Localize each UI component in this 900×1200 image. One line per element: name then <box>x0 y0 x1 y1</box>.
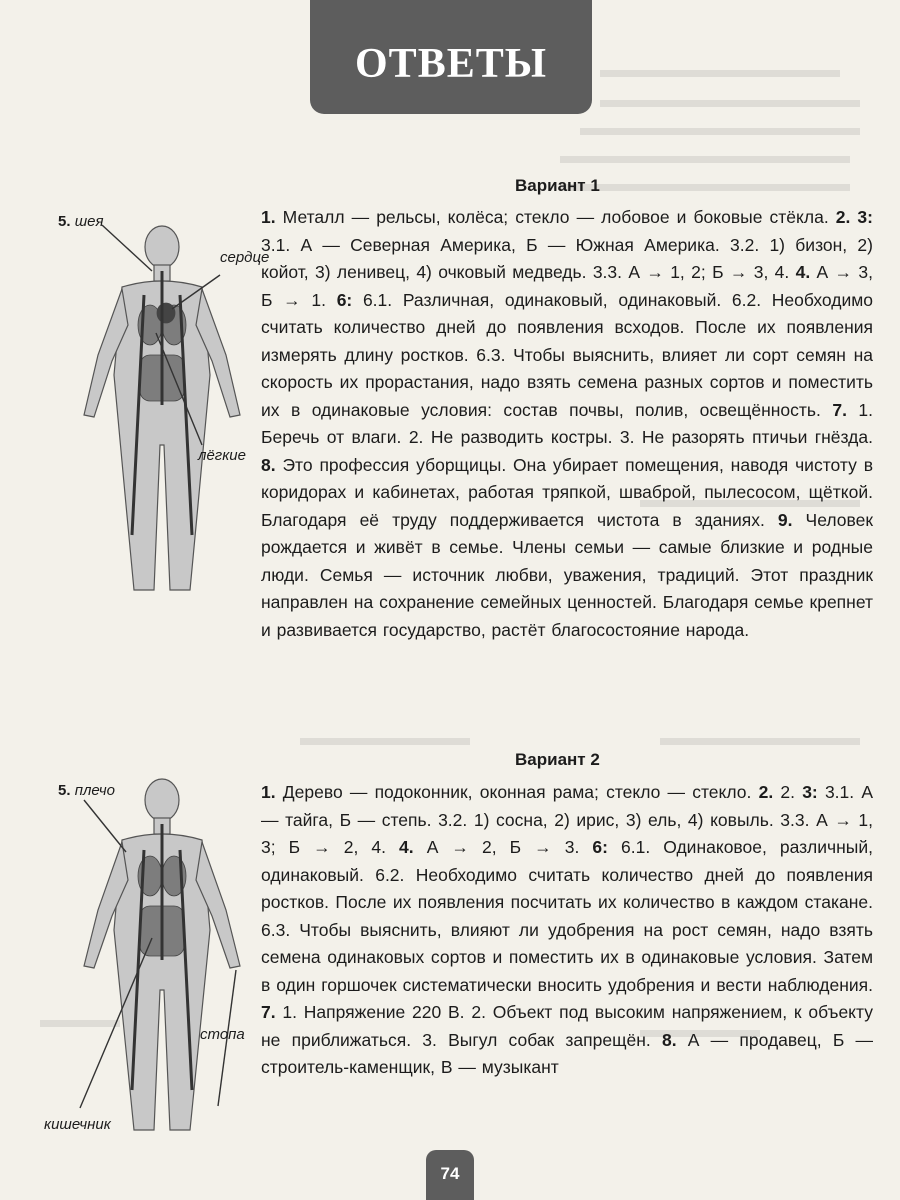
question-number: 5. <box>58 782 71 799</box>
answer-number: 2. 3: <box>835 207 873 227</box>
section-header <box>310 0 592 114</box>
answer-number: 6: <box>592 837 608 857</box>
answer-number: 2. <box>758 782 774 802</box>
body-diagram-variant-1 <box>40 205 270 595</box>
body-diagram-variant-2 <box>40 770 260 1140</box>
answer-number: 1. <box>261 782 276 802</box>
answer-text: 2. <box>773 782 803 802</box>
answer-number: 6: <box>336 289 353 310</box>
answer-number: 3: <box>802 782 818 802</box>
figure-label-shoulder <box>58 782 115 799</box>
answer-number: 7. <box>832 399 847 420</box>
section-title: ОТВЕТЫ <box>355 41 547 87</box>
answer-number: 4. <box>795 262 811 282</box>
label-intestine: кишечник <box>44 1116 111 1133</box>
figure-label-neck <box>58 213 104 230</box>
answer-text: 3.1. А — тайга, Б — степь. 3.2. 1) сосна, 2) ирис, 3) ель, 4) ковыль. 3.3. А → 1, 3; Б → 2, 4. <box>261 782 873 857</box>
answer-number: 9. <box>777 509 793 530</box>
answer-text: 1. Напряжение 220 В. 2. Объект под высоким напряжением, к объекту не приближаться. 3. Выгул собак запрещён. <box>261 1002 873 1050</box>
answer-text: Это профессия уборщицы. Она убирает помещения, наводя чистоту в коридорах и кабинетах, работая тряпкой, шваброй, пылесосом, щёткой. Благодаря её труду поддерживается чистота в зданиях. <box>261 454 873 530</box>
answer-text: 6.1. Одинаковое, различный, одинаковый. 6.2. Необходимо считать количество дней до появления ростков. После их появления посчитать их количество в каждом стакане. 6.3. Чтобы выяснить, влияют ли удобрения на рост семян, надо взять семена одинаковых сортов и поместить их в одинаковые условия. Затем в один горшочек систематически вносить удобрения и вести наблюдения. <box>261 837 873 995</box>
label-neck: шея <box>74 213 104 230</box>
answer-number: 8. <box>261 454 276 475</box>
label-shoulder: плечо <box>74 782 116 799</box>
label-heart: сердце <box>220 249 270 266</box>
variant-2-answers <box>261 779 873 1082</box>
label-foot: стопа <box>200 1026 245 1043</box>
page-number-tab <box>426 1150 474 1200</box>
page-number: 74 <box>440 1164 460 1183</box>
human-body-illustration-2 <box>40 770 260 1140</box>
answer-text: 3.1. А — Северная Америка, Б — Южная Америка. 3.2. 1) бизон, 2) койот, 3) ленивец, 4) очковый медведь. 3.3. А → 1, 2; Б → 3, 4. <box>261 234 873 282</box>
variant-1-answers <box>261 204 873 644</box>
answer-number: 8. <box>661 1029 677 1050</box>
answer-text: Дерево — подоконник, оконная рама; стекло — стекло. <box>275 782 759 802</box>
answer-text: 6.1. Различная, одинаковый, одинаковый. 6.2. Необходимо считать количество дней до появления всходов. После их появления измерять длину ростков. 6.3. Чтобы выяснить, влияет ли сорт семян на скорость их прорастания, надо взять семена разных сортов и поместить их в одинаковые условия: состав почвы, полив, освещённость. <box>261 289 873 420</box>
variant-2-heading: Вариант 2 <box>515 750 600 769</box>
answer-text: Металл — рельсы, колёса; стекло — лобовое и боковые стёкла. <box>275 207 836 227</box>
answer-text: Человек рождается и живёт в семье. Члены семьи — самые близкие и родные люди. Семья — источник любви, уважения, традиций. Этот праздник направлен на сохранение семейных ценностей. Благодаря семье крепнет и развивается государство, растёт благосостояние народа. <box>261 509 873 640</box>
variant-1-heading: Вариант 1 <box>515 176 600 195</box>
answer-text: 1. Беречь от влаги. 2. Не разводить костры. 3. Не разорять птичьи гнёзда. <box>261 399 873 447</box>
answer-text: А — продавец, Б — строитель-каменщик, В — музыкант <box>261 1029 874 1077</box>
question-number: 5. <box>58 213 71 230</box>
answer-text: А → 3, Б → 1. <box>261 262 873 310</box>
answer-number: 1. <box>261 207 276 227</box>
answer-number: 4. <box>399 837 414 857</box>
label-lungs: лёгкие <box>198 447 246 464</box>
answer-text: А → 2, Б → 3. <box>413 837 593 857</box>
answer-number: 7. <box>261 1002 276 1022</box>
